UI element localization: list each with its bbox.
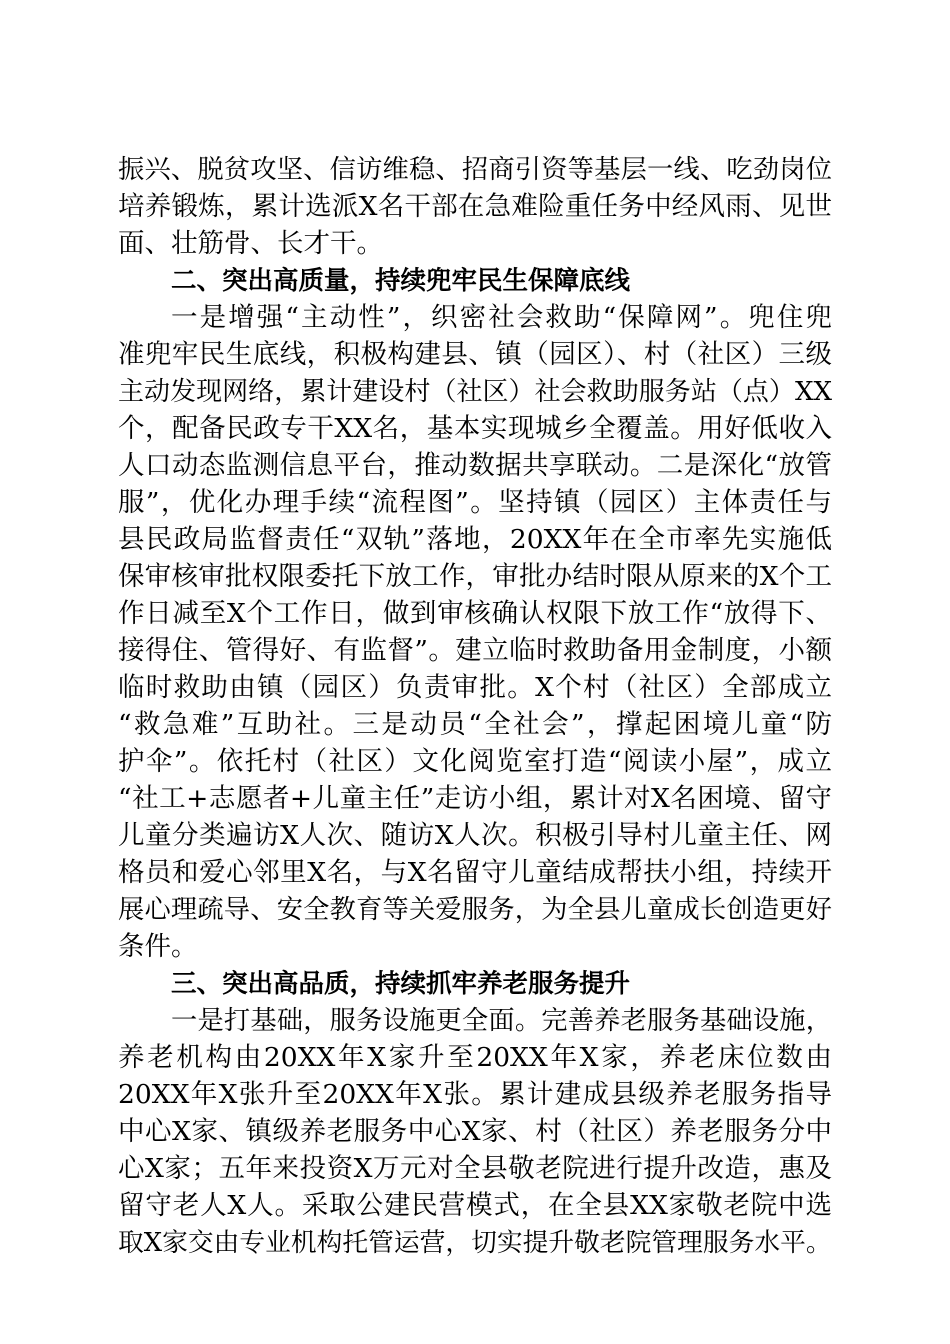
paragraph-line: 服”，优化办理手续“流程图”。坚持镇（园区）主体责任与 — [118, 487, 832, 518]
paragraph-line: 心X家；五年来投资X万元对全县敬老院进行提升改造，惠及 — [118, 1153, 832, 1184]
paragraph-line: 县民政局监督责任“双轨”落地，20XX年在全市率先实施低 — [118, 524, 832, 555]
paragraph-line: 养老机构由20XX年X家升至20XX年X家，养老床位数由 — [118, 1042, 832, 1073]
paragraph-line: 人口动态监测信息平台，推动数据共享联动。二是深化“放管 — [118, 450, 832, 481]
paragraph-line: 中心X家、镇级养老服务中心X家、村（社区）养老服务分中 — [118, 1116, 832, 1147]
section-heading: 三、突出高品质，持续抓牢养老服务提升 — [171, 969, 631, 999]
paragraph-line: 接得住、管得好、有监督”。建立临时救助备用金制度，小额 — [118, 635, 832, 666]
paragraph-line: 留守老人X人。采取公建民营模式，在全县XX家敬老院中选 — [118, 1190, 832, 1221]
paragraph-line: 护伞”。依托村（社区）文化阅览室打造“阅读小屋”，成立 — [118, 746, 832, 777]
paragraph-line: 儿童分类遍访X人次、随访X人次。积极引导村儿童主任、网 — [118, 820, 832, 851]
paragraph-line: 20XX年X张升至20XX年X张。累计建成县级养老服务指导 — [118, 1079, 832, 1110]
paragraph-line: 作日减至X个工作日，做到审核确认权限下放工作“放得下、 — [118, 598, 832, 629]
paragraph-line: “救急难”互助社。三是动员“全社会”，撑起困境儿童“防 — [118, 709, 832, 740]
paragraph-line: 振兴、脱贫攻坚、信访维稳、招商引资等基层一线、吃劲岗位 — [118, 155, 832, 185]
paragraph-line: 保审核审批权限委托下放工作，审批办结时限从原来的X个工 — [118, 561, 832, 592]
paragraph-line: 格员和爱心邻里X名，与X名留守儿童结成帮扶小组，持续开 — [118, 857, 832, 888]
paragraph-line: 取X家交由专业机构托管运营，切实提升敬老院管理服务水平。 — [118, 1228, 832, 1258]
paragraph-line: 个，配备民政专干XX名，基本实现城乡全覆盖。用好低收入 — [118, 413, 832, 444]
paragraph-line: “社工+志愿者+儿童主任”走访小组，累计对X名困境、留守 — [118, 783, 832, 814]
paragraph-line: 主动发现网络，累计建设村（社区）社会救助服务站（点）XX — [118, 377, 832, 407]
section-heading: 二、突出高质量，持续兜牢民生保障底线 — [171, 266, 631, 296]
paragraph-line: 条件。 — [118, 931, 198, 962]
paragraph-line: 面、壮筋骨、长才干。 — [118, 228, 383, 259]
paragraph-line: 展心理疏导、安全教育等关爱服务，为全县儿童成长创造更好 — [118, 895, 832, 925]
paragraph-line: 一是增强“主动性”，织密社会救助“保障网”。兜住兜 — [171, 302, 832, 333]
paragraph-line: 临时救助由镇（园区）负责审批。X个村（社区）全部成立 — [118, 672, 832, 703]
paragraph-line: 准兜牢民生底线，积极构建县、镇（园区）、村（社区）三级 — [118, 339, 832, 370]
paragraph-line: 一是打基础，服务设施更全面。完善养老服务基础设施， — [171, 1006, 832, 1036]
paragraph-line: 培养锻炼，累计选派X名干部在急难险重任务中经风雨、见世 — [118, 191, 832, 222]
